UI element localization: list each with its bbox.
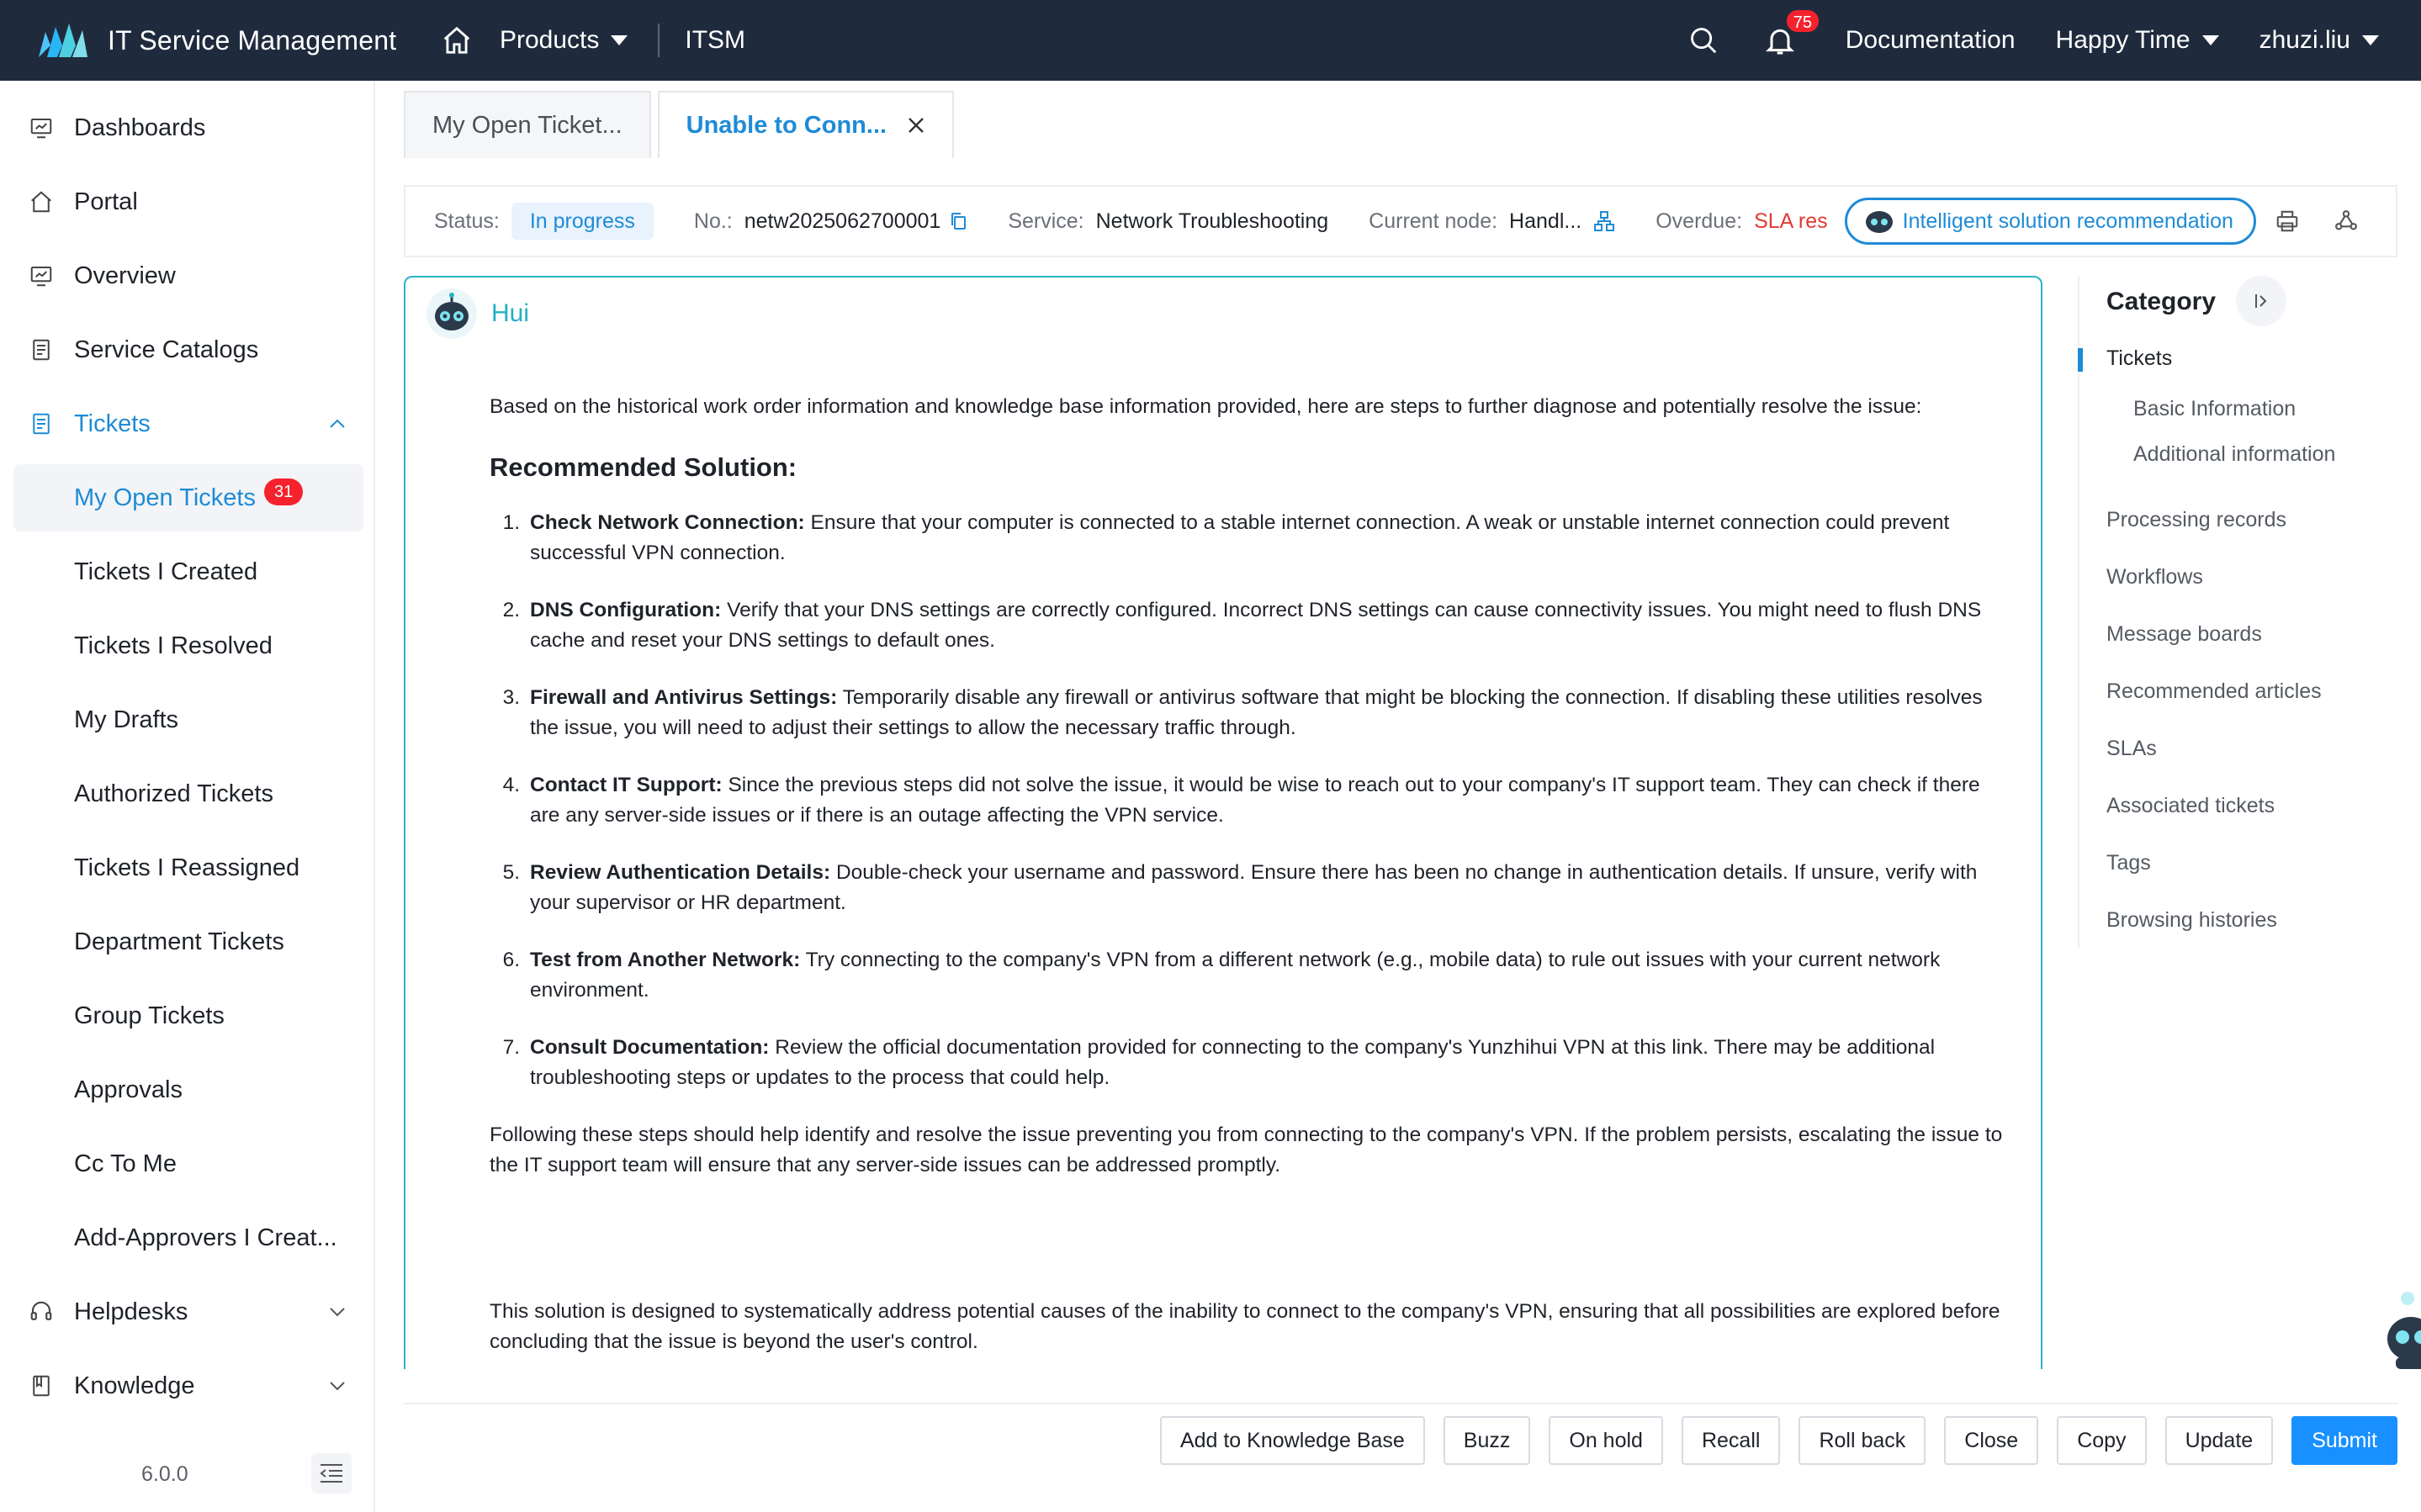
- sidebar-item-label: Tickets I Reassigned: [74, 854, 300, 881]
- step-number: 2.: [502, 599, 520, 621]
- service-label: Service:: [1008, 209, 1084, 233]
- recall-button[interactable]: Recall: [1682, 1416, 1780, 1465]
- sidebar-footer: [0, 1436, 373, 1512]
- sidebar-item-label: Tickets I Resolved: [74, 632, 273, 659]
- chevron-down-icon: [328, 1379, 347, 1393]
- sidebar-item-authorized-tickets[interactable]: [13, 760, 363, 827]
- count-badge: 31: [264, 478, 303, 505]
- step-description: Since the previous steps did not solve the issue, it would be wise to reach out to your company's IT support team. They can check if there are any server-side issues or if there is an outage affecting the VPN service.: [530, 774, 1980, 827]
- documentation-link[interactable]: Documentation: [1845, 26, 2016, 54]
- sidebar-item-my-open-tickets[interactable]: [13, 464, 363, 531]
- buzz-button[interactable]: Buzz: [1444, 1416, 1531, 1465]
- step-text: [530, 1033, 2004, 1093]
- sidebar-item-label: My Drafts: [74, 706, 179, 733]
- workspace-label: Happy Time: [2055, 26, 2191, 54]
- solution-step: [490, 770, 2004, 831]
- ticket-number: netw2025062700001: [744, 209, 941, 233]
- intelligent-recommendation-button[interactable]: [1845, 198, 2256, 245]
- brand[interactable]: [0, 20, 421, 61]
- sidebar-item-label: Overview: [74, 262, 176, 289]
- ai-solution-card: [404, 276, 2042, 1369]
- tab-unable-to-connect[interactable]: [658, 91, 954, 158]
- sidebar-item-dashboards[interactable]: [13, 94, 363, 161]
- category-item-message-boards[interactable]: Message boards: [2106, 622, 2262, 646]
- roll-back-button[interactable]: Roll back: [1799, 1416, 1926, 1465]
- step-text: [530, 945, 2004, 1006]
- catalog-icon: [29, 337, 54, 362]
- category-item-slas[interactable]: SLAs: [2106, 737, 2157, 760]
- sidebar-item-tickets-i-created[interactable]: [13, 538, 363, 605]
- notification-badge: 75: [1785, 8, 1820, 34]
- sidebar-item-knowledge[interactable]: [13, 1352, 363, 1419]
- sidebar-item-label: My Open Tickets: [74, 484, 256, 511]
- step-title: Consult Documentation:: [530, 1036, 770, 1059]
- sidebar-item-tickets[interactable]: [13, 390, 363, 457]
- sidebar-item-approvals[interactable]: [13, 1056, 363, 1123]
- indent-icon: [319, 1462, 344, 1484]
- tab-my-open-tickets[interactable]: [404, 91, 651, 158]
- sidebar-item-tickets-i-resolved[interactable]: [13, 612, 363, 679]
- sidebar-item-label: Portal: [74, 188, 138, 215]
- solution-step: [490, 1033, 2004, 1093]
- sidebar-item-label: Knowledge: [74, 1372, 195, 1399]
- status-badge: In progress: [511, 203, 654, 240]
- category-track: [2078, 276, 2079, 949]
- collapse-right-icon: [2251, 291, 2271, 311]
- sidebar-item-label: Tickets: [74, 410, 151, 437]
- step-text: [530, 770, 2004, 831]
- app-title: IT Service Management: [108, 24, 397, 56]
- sidebar-item-label: Group Tickets: [74, 1002, 225, 1029]
- step-number: 1.: [502, 511, 520, 534]
- assistant-header: [426, 288, 529, 340]
- submit-button[interactable]: Submit: [2291, 1416, 2397, 1465]
- solution-steps: [490, 508, 2004, 1093]
- dashboard-icon: [29, 115, 54, 140]
- sidebar-item-label: Tickets I Created: [74, 558, 258, 585]
- step-title: DNS Configuration:: [530, 599, 722, 621]
- solution-step: [490, 595, 2004, 656]
- category-item-additional-information[interactable]: Additional information: [2133, 442, 2336, 466]
- category-title: Category: [2106, 288, 2217, 315]
- close-button[interactable]: Close: [1944, 1416, 2038, 1465]
- on-hold-button[interactable]: On hold: [1549, 1416, 1663, 1465]
- products-label: Products: [500, 26, 600, 54]
- solution-body: [490, 392, 2004, 1357]
- top-navigation-bar: [0, 0, 2421, 81]
- step-number: 3.: [502, 686, 520, 709]
- sidebar-item-label: Add-Approvers I Creat...: [74, 1224, 337, 1251]
- sidebar-item-cc-to-me[interactable]: [13, 1130, 363, 1197]
- add-to-knowledge-base-button[interactable]: Add to Knowledge Base: [1160, 1416, 1425, 1465]
- tab-label: Unable to Conn...: [686, 111, 887, 139]
- overdue-field: [1655, 209, 1827, 234]
- sidebar-item-group-tickets[interactable]: [13, 982, 363, 1049]
- assistant-name: Hui: [491, 299, 530, 327]
- step-title: Check Network Connection:: [530, 511, 805, 534]
- print-icon[interactable]: [2275, 209, 2300, 234]
- step-description: Verify that your DNS settings are correctly configured. Incorrect DNS settings can cause connectivity issues. You might need to flush DNS cache and reset your DNS settings to default ones.: [530, 599, 1982, 652]
- tab-label: My Open Ticket...: [432, 111, 622, 139]
- category-item-basic-information[interactable]: Basic Information: [2133, 397, 2297, 420]
- update-button[interactable]: Update: [2165, 1416, 2274, 1465]
- step-number: 6.: [502, 949, 520, 971]
- ticket-tabs: [404, 91, 961, 158]
- workspace-dropdown[interactable]: [2056, 26, 2219, 55]
- products-dropdown[interactable]: [500, 26, 628, 55]
- chevron-down-icon: [2362, 35, 2379, 45]
- helpdesk-icon: [29, 1299, 54, 1324]
- collapse-sidebar-button[interactable]: [311, 1453, 352, 1493]
- sidebar-item-tickets-i-reassigned[interactable]: [13, 834, 363, 901]
- step-title: Test from Another Network:: [530, 949, 801, 971]
- overdue-value: SLA res: [1754, 209, 1828, 233]
- chevron-down-icon: [328, 1305, 347, 1319]
- sidebar-item-label: Dashboards: [74, 114, 206, 141]
- user-name: zhuzi.liu: [2259, 26, 2350, 54]
- user-menu[interactable]: [2259, 26, 2379, 55]
- robot-avatar-icon: [426, 288, 478, 340]
- search-icon[interactable]: [1687, 22, 1724, 59]
- sidebar-item-helpdesks[interactable]: [13, 1278, 363, 1345]
- solution-step: [490, 858, 2004, 918]
- category-item-tickets[interactable]: Tickets: [2106, 346, 2173, 370]
- notification-button[interactable]: [1763, 13, 1812, 59]
- knowledge-icon: [29, 1373, 54, 1398]
- service-field: [1008, 209, 1328, 234]
- category-item-processing-records[interactable]: Processing records: [2106, 508, 2286, 531]
- solution-closing: This solution is designed to systematically address potential causes of the inability to connect to the company's VPN, ensuring that all possibilities are explored before concluding that the issue is beyond the user's control.: [490, 1300, 2000, 1353]
- step-text: [530, 508, 2004, 568]
- robot-icon: [1864, 209, 1894, 234]
- brand-logo-icon: [37, 20, 89, 61]
- sidebar-item-label: Service Catalogs: [74, 336, 259, 363]
- sidebar-item-label: Department Tickets: [74, 928, 284, 955]
- step-number: 5.: [502, 861, 520, 884]
- sidebar-item-label: Cc To Me: [74, 1150, 177, 1177]
- ticket-info-bar: [404, 185, 2397, 257]
- tickets-icon: [29, 411, 54, 436]
- step-description: Review the official documentation provided for connecting to the company's Yunzhihui VPN at this link. There may be additional troubleshooting steps or updates to the process that could help.: [530, 1036, 1936, 1089]
- chevron-down-icon: [2202, 35, 2219, 45]
- service-value: Network Troubleshooting: [1095, 209, 1329, 233]
- collapse-category-button[interactable]: [2236, 276, 2286, 326]
- copy-button[interactable]: Copy: [2057, 1416, 2146, 1465]
- solution-follow-up: Following these steps should help identify and resolve the issue preventing you from connecting to the company's VPN. If the problem persists, escalating the issue to the IT support team will ensure that any server-side issues can be addressed promptly.: [490, 1123, 2003, 1176]
- sidebar-item-label: Helpdesks: [74, 1298, 188, 1325]
- category-item-tags[interactable]: Tags: [2106, 851, 2151, 875]
- category-active-indicator: [2078, 348, 2083, 372]
- floating-assistant-icon[interactable]: [2382, 1287, 2421, 1379]
- solution-step: [490, 508, 2004, 568]
- step-number: 7.: [502, 1036, 520, 1059]
- top-right-actions: [1687, 13, 2421, 59]
- sidebar-item-label: Approvals: [74, 1076, 183, 1103]
- step-title: Review Authentication Details:: [530, 861, 831, 884]
- sidebar-item-service-catalogs[interactable]: [13, 316, 363, 383]
- sidebar: [0, 81, 375, 1512]
- sidebar-item-add-approvers[interactable]: [13, 1204, 363, 1271]
- status-label: Status:: [434, 209, 500, 233]
- category-item-recommended-articles[interactable]: Recommended articles: [2106, 679, 2322, 703]
- step-text: [530, 858, 2004, 918]
- action-buttons: [1142, 1416, 2397, 1465]
- solution-heading: Recommended Solution:: [490, 452, 797, 482]
- current-node-field: [1369, 209, 1615, 234]
- sidebar-item-department-tickets[interactable]: [13, 908, 363, 975]
- sidebar-item-my-drafts[interactable]: [13, 686, 363, 753]
- solution-step: [490, 945, 2004, 1006]
- step-description: Ensure that your computer is connected to a stable internet connection. A weak or unstable internet connection could prevent successful VPN connection.: [530, 511, 1950, 564]
- sidebar-item-overview[interactable]: [13, 242, 363, 309]
- current-node-label: Current node:: [1369, 209, 1498, 233]
- module-label[interactable]: ITSM: [685, 26, 746, 54]
- category-item-associated-tickets[interactable]: Associated tickets: [2106, 794, 2275, 817]
- sidebar-item-label: Authorized Tickets: [74, 780, 273, 807]
- step-text: [530, 595, 2004, 656]
- share-icon[interactable]: [2334, 209, 2359, 234]
- sidebar-item-portal[interactable]: [13, 168, 363, 235]
- category-item-workflows[interactable]: Workflows: [2106, 565, 2203, 589]
- divider: [658, 24, 660, 57]
- number-label: No.:: [693, 209, 733, 233]
- overview-icon: [29, 263, 54, 288]
- category-panel: [2078, 276, 2397, 949]
- step-number: 4.: [502, 774, 520, 796]
- recommendation-label: Intelligent solution recommendation: [1902, 209, 2233, 233]
- step-description: Temporarily disable any firewall or antivirus software that might be blocking the connection. If disabling these utilities resolves the issue, you will need to adjust their settings to allow the necessary traffic through.: [530, 686, 1983, 739]
- solution-step: [490, 683, 2004, 743]
- close-icon[interactable]: [907, 116, 925, 135]
- ticket-action-bar: [404, 1403, 2397, 1512]
- workflow-icon[interactable]: [1593, 210, 1615, 232]
- chevron-down-icon: [611, 35, 628, 45]
- copy-icon[interactable]: [949, 211, 967, 231]
- home-icon[interactable]: [441, 24, 474, 57]
- chevron-up-icon: [328, 417, 347, 431]
- status-field: [434, 203, 654, 240]
- step-text: [530, 683, 2004, 743]
- version-label: 6.0.0: [141, 1462, 188, 1486]
- step-description: Try connecting to the company's VPN from a different network (e.g., mobile data) to rule out issues with your current network environment.: [530, 949, 1941, 1002]
- current-node-value: Handl...: [1509, 209, 1582, 233]
- step-title: Firewall and Antivirus Settings:: [530, 686, 838, 709]
- category-item-browsing-histories[interactable]: Browsing histories: [2106, 908, 2277, 932]
- step-description: Double-check your username and password. Ensure there has been no change in authentication details. If unsure, verify with your supervisor or HR department.: [530, 861, 1978, 914]
- home-icon: [29, 189, 54, 214]
- step-title: Contact IT Support:: [530, 774, 723, 796]
- solution-intro: Based on the historical work order information and knowledge base information provided, here are steps to further diagnose and potentially resolve the issue:: [490, 395, 1922, 418]
- ticket-number-field: [694, 209, 967, 234]
- overdue-label: Overdue:: [1655, 209, 1743, 233]
